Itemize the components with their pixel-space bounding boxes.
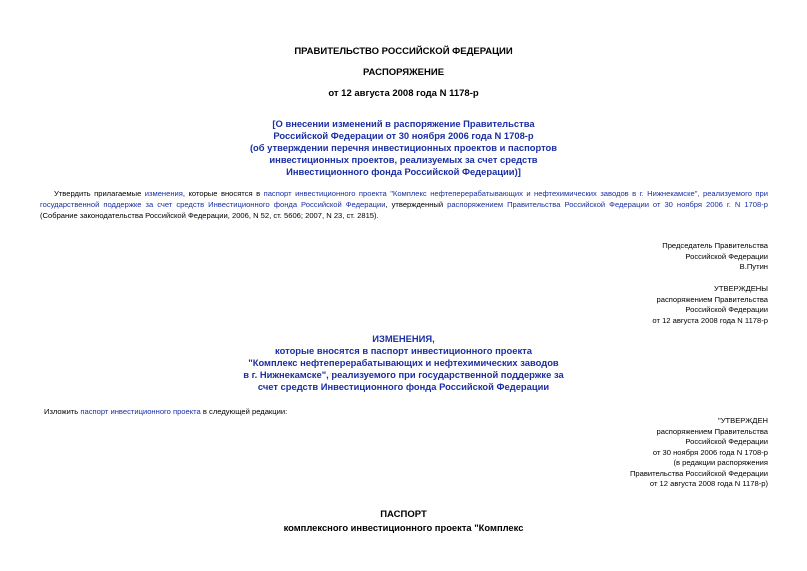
changes-line-2-text: которые вносятся в (275, 345, 371, 356)
signature-name: В.Путин (739, 262, 768, 271)
document-type: РАСПОРЯЖЕНИЕ (362, 67, 445, 78)
approved-line-4: от 12 августа 2008 года N 1178-р (652, 315, 768, 325)
approved2-line-1: "УТВЕРЖДЕН (718, 416, 768, 425)
approved-block (652, 284, 768, 326)
order-title-line-4: инвестиционных проектов, реализуемых за счет средств (269, 154, 538, 165)
approved-line-2: распоряжением Правительства (656, 294, 768, 304)
body-text-1: Утвердить прилагаемые (54, 189, 145, 198)
link-government-order[interactable]: распоряжение Правительства (393, 118, 535, 129)
approved-title: УТВЕРЖДЕНЫ (714, 284, 768, 293)
signature-block (662, 241, 768, 273)
changes-line-3: "Комплекс нефтеперерабатывающих и нефтехимических заводов (248, 357, 559, 368)
approved-line-3: Российской Федерации (685, 305, 768, 314)
order-title-line-2: Российской Федерации от 30 ноября 2006 года N 1708-р (273, 130, 534, 141)
instruction-text-1: Изложить (44, 407, 81, 416)
changes-line-4: в г. Нижнекамске", реализуемого при государственной поддержке за (243, 369, 564, 380)
body-text-4: (Собрание законодательства Российской Федерации, 2006, N 52, ст. 5606; 2007, N 23, ст. 2815). (40, 211, 379, 220)
passport-title: ПАСПОРТ (380, 509, 427, 520)
signature-position: Председатель Правительства (662, 241, 768, 250)
document-date: от 12 августа 2008 года N 1178-р (328, 88, 479, 99)
approved2-line-7: от 12 августа 2008 года N 1178-р) (649, 479, 768, 488)
body-text-3: , утвержденный (385, 200, 448, 209)
order-title (0, 118, 807, 178)
order-title-line-3: (об утверждении перечня инвестиционных проектов и паспортов (249, 142, 558, 153)
approved2-line-2: распоряжением Правительства (656, 426, 768, 436)
approved2-line-6: Правительства Российской Федерации (629, 468, 768, 478)
approved2-line-3: Российской Федерации (685, 437, 768, 446)
approved2-line-4: от 30 ноября 2006 года N 1708-р (652, 447, 768, 457)
link-changes[interactable]: изменения (144, 189, 183, 198)
body-text-2: , которые вносятся в (182, 189, 264, 198)
order-title-line-1 (0, 118, 807, 130)
order-title-line-5: Инвестиционного фонда Российской Федерации)] (286, 166, 521, 177)
changes-line-2 (0, 345, 807, 357)
changes-line-5: счет средств Инвестиционного фонда Российской Федерации (257, 381, 550, 392)
approved-block-2 (630, 416, 768, 490)
approved2-line-5: (в редакции распоряжения (673, 458, 768, 467)
government-title: ПРАВИТЕЛЬСТВО РОССИЙСКОЙ ФЕДЕРАЦИИ (294, 46, 513, 57)
passport-subtitle: комплексного инвестиционного проекта "Комплекс (283, 522, 524, 533)
link-order-1708[interactable]: распоряжением Правительства Российской Федерации от 30 ноября 2006 г. N 1708-р (447, 200, 768, 209)
order-title-open: [О внесении изменений в (272, 118, 394, 129)
link-passport-instruction[interactable]: паспорт инвестиционного проекта (80, 407, 201, 416)
changes-heading (0, 333, 807, 393)
instruction-text-2: в следующей редакции: (200, 407, 288, 416)
signature-country: Российской Федерации (685, 251, 768, 261)
changes-title: ИЗМЕНЕНИЯ, (372, 333, 435, 344)
link-passport-heading[interactable]: паспорт инвестиционного проекта (370, 345, 532, 356)
body-paragraph (40, 188, 768, 221)
link-project-passport[interactable]: паспорт инвестиционного проекта "Комплекс нефтеперерабатывающих и нефтехимических заводов в г. Нижнекамске", реализуемого при государственной поддержке за счет средств Инвестиционного фонда Российской Федерации (40, 189, 768, 209)
